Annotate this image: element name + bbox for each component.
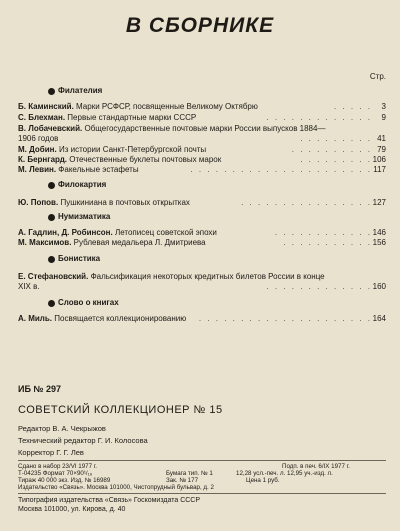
leader-dots: . . . . . . . . . . . . . . . . . . . . . . [190, 165, 372, 174]
leader-dots: . . . . . . . . . . . [283, 238, 372, 247]
leader-dots: . . . . . . . . . . . . . . . . . . . . . [198, 314, 372, 323]
entry-author: М. Максимов. [18, 238, 72, 247]
entry-page: 3 [381, 102, 386, 111]
entry-title: Отечественные буклеты почтовых марок [69, 155, 222, 164]
leader-dots: . . . . . [333, 102, 372, 111]
toc-entry [18, 314, 386, 324]
entry-author: А. Миль. [18, 314, 53, 323]
entry-page: 117 [373, 165, 386, 174]
toc-entry [18, 124, 386, 144]
journal-title: СОВЕТСКИЙ КОЛЛЕКЦИОНЕР № 15 [18, 404, 223, 416]
toc-entry [18, 272, 386, 292]
entry-page: 79 [377, 145, 386, 154]
page-title: В СБОРНИКЕ [125, 14, 275, 37]
section-bullet-icon [48, 256, 55, 263]
entry-title: Летописец советской эпохи [114, 228, 217, 237]
entry-page: 41 [377, 134, 386, 143]
entry-title: Фальсификация некоторых кредитных билетов России в конце XIX в. [18, 272, 325, 291]
entry-author: С. Блехман. [18, 113, 66, 122]
section-heading-books: Слово о книгах [58, 298, 119, 307]
toc-entry [18, 145, 386, 155]
leader-dots: . . . . . . . . . . . . [274, 228, 372, 237]
entry-title: Факельные эстафеты [58, 165, 139, 174]
entry-author: К. Бернгард. [18, 155, 68, 164]
entry-title: Посвящается коллекционированию [54, 314, 187, 323]
imprint-mid-line: Зак. № 177 [166, 477, 199, 484]
entry-page: 9 [381, 113, 386, 122]
printing-address: Москва 101000, ул. Кирова, д. 40 [18, 506, 126, 513]
editor-credit: Редактор В. А. Чекрыжов [18, 424, 106, 433]
toc-entry [18, 165, 386, 175]
imprint-right-line: Подп. в печ. 6/IX 1977 г. [282, 463, 350, 470]
entry-page: 127 [372, 198, 386, 207]
entry-page: 164 [372, 314, 386, 323]
entry-page: 146 [372, 228, 386, 237]
page-column-header: Стр. [369, 72, 386, 81]
divider [18, 460, 386, 461]
divider [18, 493, 386, 494]
toc-entry [18, 238, 386, 248]
leader-dots: . . . . . . . . . . . . . [266, 113, 372, 122]
entry-author: Е. Стефановский. [18, 272, 89, 281]
entry-author: В. Лобачевский. [18, 124, 83, 133]
entry-author: Ю. Попов. [18, 198, 59, 207]
entry-title: Из истории Санкт-Петербургской почты [58, 145, 207, 154]
entry-title: Общегосударственные почтовые марки России выпусков 1884—1906 годов [18, 124, 326, 143]
toc-entry [18, 102, 386, 112]
leader-dots: . . . . . . . . . [300, 134, 372, 143]
imprint-left-line: Т-04235 Формат 70×90¹/₁₆ [18, 470, 93, 477]
entry-author: А. Гадлин, Д. Робинсон. [18, 228, 113, 237]
toc-entry [18, 155, 386, 165]
imprint-mid-line: Бумага тип. № 1 [166, 470, 213, 477]
section-heading-bonistics: Бонистика [58, 254, 101, 263]
leader-dots: . . . . . . . . . [300, 155, 372, 164]
entry-title: Марки РСФСР, посвященные Великому Октябрю [76, 102, 258, 111]
section-bullet-icon [48, 300, 55, 307]
entry-title: Пушкиниана в почтовых открытках [60, 198, 190, 207]
tech-editor-credit: Технический редактор Г. И. Колосова [18, 436, 148, 445]
proofreader-credit: Корректор Г. Г. Лев [18, 448, 84, 457]
entry-author: М. Левин. [18, 165, 57, 174]
entry-title: Рублевая медальера Л. Дмитриева [73, 238, 206, 247]
section-bullet-icon [48, 214, 55, 221]
imprint-left-line: Тираж 40 000 экз. Изд. № 16989 [18, 477, 111, 484]
entry-page: 160 [372, 282, 386, 291]
toc-entry [18, 198, 386, 208]
leader-dots: . . . . . . . . . . . . . [266, 282, 372, 291]
section-heading-numismatics: Нумизматика [58, 212, 111, 221]
section-bullet-icon [48, 182, 55, 189]
entry-page: 106 [372, 155, 386, 164]
toc-entry [18, 228, 386, 238]
section-bullet-icon [48, 88, 55, 95]
ib-number: ИБ № 297 [18, 384, 61, 394]
leader-dots: . . . . . . . . . . [291, 145, 372, 154]
printing-house: Типография издательства «Связь» Госкомиздата СССР [18, 497, 201, 504]
leader-dots: . . . . . . . . . . . . . . . . [241, 198, 372, 207]
imprint-right-line: Цена 1 руб. [246, 477, 280, 484]
imprint-right-line: 12,28 усл.-печ. л. 12,95 уч.-изд. л. [236, 470, 333, 477]
toc-entry [18, 113, 386, 123]
imprint-left-line: Издательство «Связь». Москва 101000, Чистопрудный бульвар, д. 2 [18, 484, 214, 491]
section-heading-philately: Филателия [58, 86, 103, 95]
entry-author: Б. Каминский. [18, 102, 74, 111]
section-heading-philocarty: Филокартия [58, 180, 107, 189]
imprint-left-line: Сдано в набор 23/VI 1977 г. [18, 463, 97, 470]
entry-author: М. Добин. [18, 145, 57, 154]
entry-title: Первые стандартные марки СССР [67, 113, 197, 122]
entry-page: 156 [372, 238, 386, 247]
